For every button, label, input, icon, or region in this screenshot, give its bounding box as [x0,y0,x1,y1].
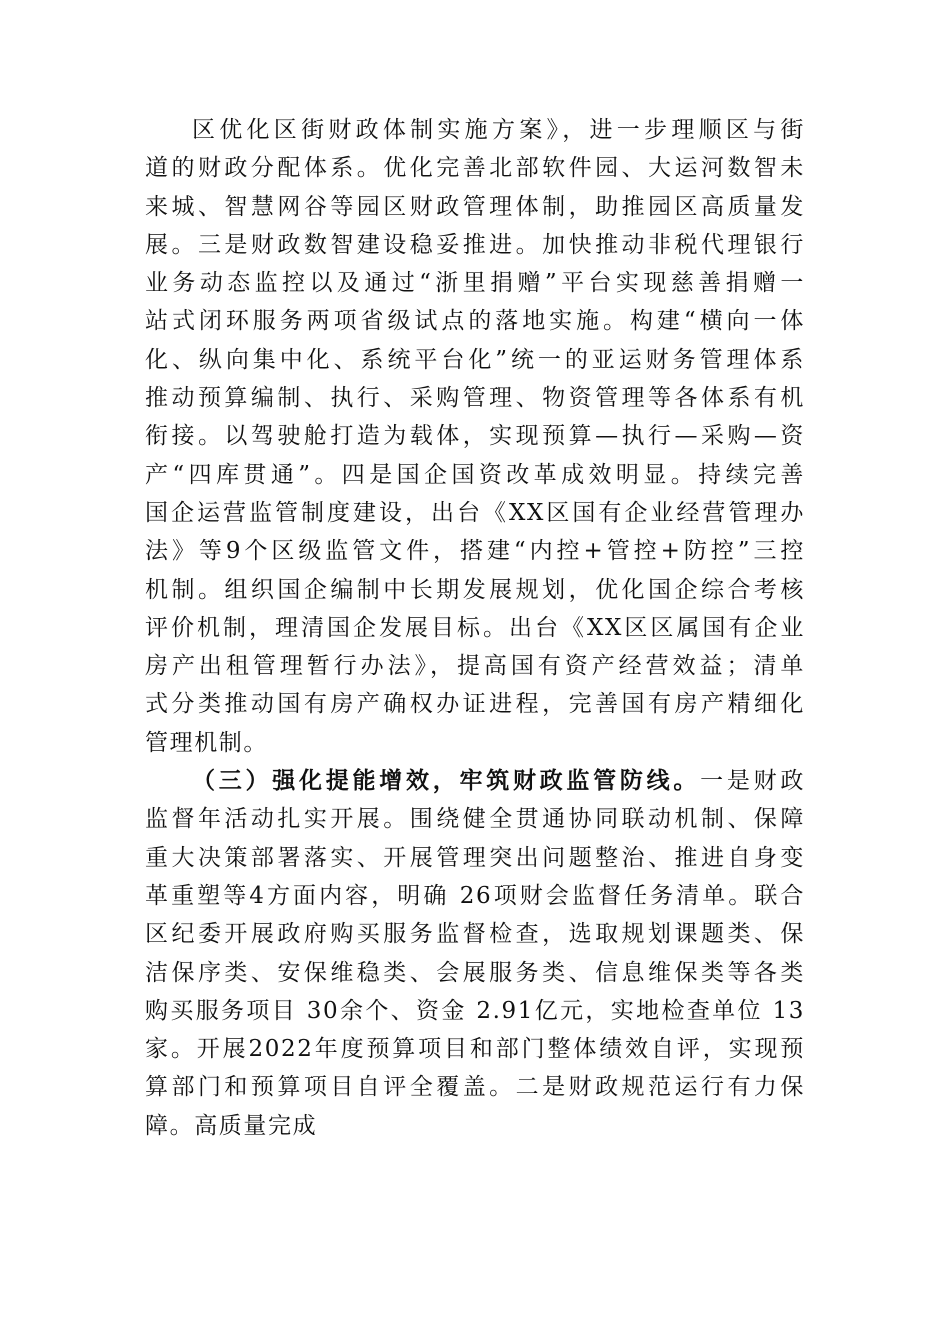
paragraph-line: 机制。组织国企编制中长期发展规划，优化国企综合考核 [145,576,805,603]
paragraph-line: 道的财政分配体系。优化完善北部软件园、大运河数智未 [145,155,805,182]
paragraph-line: 重大决策部署落实、开展管理突出问题整治、推进自身变 [145,844,805,871]
paragraph-line: 算部门和预算项目自评全覆盖。二是财政规范运行有力保 [145,1074,805,1101]
paragraph-line: 式分类推动国有房产确权办证进程，完善国有房产精细化 [145,691,805,718]
paragraph-line: 法》等9个区级监管文件，搭建“内控+管控+防控”三控 [145,538,805,565]
paragraph-line: 展。三是财政数智建设稳妥推进。加快推动非税代理银行 [145,231,805,258]
section-heading-line [145,762,805,800]
paragraph-line: 衔接。以驾驶舱打造为载体，实现预算—执行—采购—资 [145,423,805,450]
paragraph-line: 房产出租管理暂行办法》，提高国有资产经营效益；清单 [145,653,805,680]
paragraph-line: 家。开展2022年度预算项目和部门整体绩效自评，实现预 [145,1036,805,1063]
paragraph-line: 区优化区街财政体制实施方案》，进一步理顺区与街 [192,117,805,143]
paragraph-text: 一是财政 [700,768,805,795]
paragraph-line: 推动预算编制、执行、采购管理、物资管理等各体系有机 [145,385,805,412]
paragraph-line: 产“四库贯通”。四是国企国资改革成效明显。持续完善 [145,461,805,488]
paragraph-line: 评价机制，理清国企发展目标。出台《XX区区属国有企业 [145,614,805,641]
paragraph-line: 障。高质量完成 [145,1112,318,1139]
paragraph-line: 管理机制。 [145,729,268,756]
paragraph-line: 革重塑等4方面内容，明确 26项财会监督任务清单。联合 [145,882,805,909]
paragraph-line: 区纪委开展政府购买服务监督检查，选取规划课题类、保 [145,921,805,948]
paragraph-line: 洁保序类、安保维稳类、会展服务类、信息维保类等各类 [145,959,805,986]
paragraph-line: 购买服务项目 30余个、资金 2.91亿元，实地检查单位 13 [145,997,805,1024]
paragraph-line: 业务动态监控以及通过“浙里捐赠”平台实现慈善捐赠一 [145,270,805,297]
document-body [145,111,805,1145]
paragraph-line: 化、纵向集中化、系统平台化”统一的亚运财务管理体系 [145,346,805,373]
paragraph-line: 监督年活动扎实开展。围绕健全贯通协同联动机制、保障 [145,806,805,833]
paragraph-line: 来城、智慧网谷等园区财政管理体制，助推园区高质量发 [145,193,805,220]
section-heading: （三）强化提能增效，牢筑财政监管防线。 [192,767,701,795]
paragraph-line: 站式闭环服务两项省级试点的落地实施。构建“横向一体 [145,308,805,335]
paragraph-line: 国企运营监管制度建设，出台《XX区国有企业经营管理办 [145,499,805,526]
